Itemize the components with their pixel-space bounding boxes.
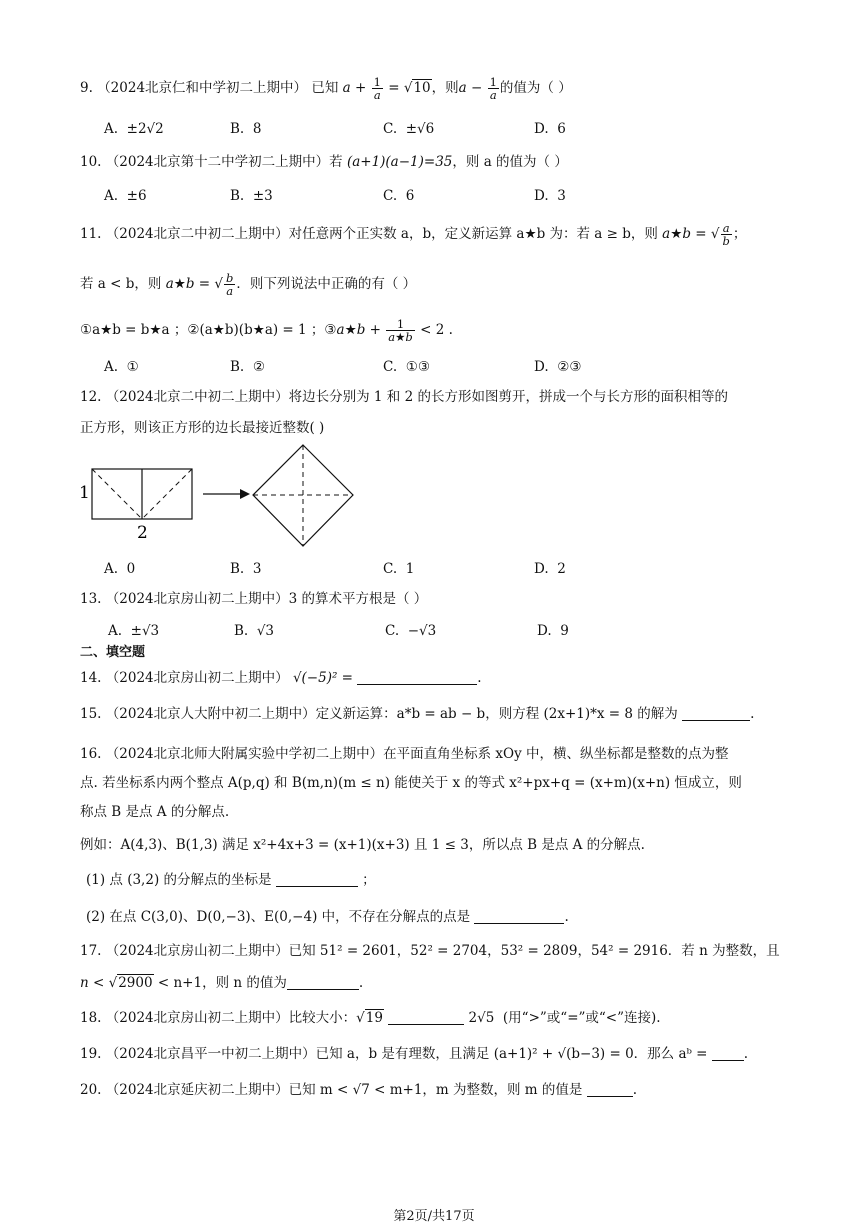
q9-option-c[interactable]: C. ±√6 xyxy=(383,121,435,137)
question-11-line2: 若 a < b，则 a★b = √ $\frac{b}{a}$ ．则下列说法中正确的有（ ） xyxy=(80,271,417,298)
question-15: 15. （2024北京人大附中初二上期中）定义新运算：a*b = ab − b，则方程 (2x+1)*x = 8 的解为 . xyxy=(80,706,755,722)
q12-option-c[interactable]: C. 1 xyxy=(383,561,415,577)
question-11-statements: ①a★b = b★a ；②(a★b)(b★a) = 1 ；③a★b + $\frac{1}{a★b}$ < 2 . xyxy=(80,317,453,344)
q12-option-a[interactable]: A. 0 xyxy=(104,561,136,577)
q11-option-a[interactable]: A. ① xyxy=(104,359,139,375)
q17-answer-blank[interactable] xyxy=(287,975,359,990)
question-10-stem: 10. （2024北京第十二中学初二上期中）若 (a+1)(a−1)=35，则 a 的值为（ ） xyxy=(80,154,568,170)
q16-sub1-answer-blank[interactable] xyxy=(276,872,358,887)
q10-expr: (a+1)(a−1)=35 xyxy=(346,154,453,170)
q18-answer-blank[interactable] xyxy=(388,1010,464,1025)
q10-option-a[interactable]: A. ±6 xyxy=(104,188,147,204)
question-17-line2: n < √2900 < n+1，则 n 的值为 . xyxy=(80,975,364,991)
question-12-stem: 12. （2024北京二中初二上期中）将边长分别为 1 和 2 的长方形如图剪开，拼成一个与长方形的面积相等的 xyxy=(80,389,728,405)
question-16-sub2: (2) 在点 C(3,0)、D(0,−3)、E(0,−4) 中，不存在分解点的点是 . xyxy=(86,909,569,925)
q9-frac-2: $\frac{1}{a}$ xyxy=(489,75,497,102)
question-12-line2: 正方形，则该正方形的边长最接近整数( ) xyxy=(80,420,325,436)
q11-option-c[interactable]: C. ①③ xyxy=(383,359,430,375)
side-label-2: 2 xyxy=(137,523,148,543)
q13-option-d[interactable]: D. 9 xyxy=(537,623,569,639)
q10-option-d[interactable]: D. 3 xyxy=(534,188,566,204)
q16-sub2-answer-blank[interactable] xyxy=(474,909,564,924)
question-11-stem: 11. （2024北京二中初二上期中）对任意两个正实数 a，b，定义新运算 a★b 为：若 a ≥ b，则 a★b = √ $\frac{a}{b}$ ； xyxy=(80,221,747,248)
q19-answer-blank[interactable] xyxy=(712,1046,744,1061)
question-16-stem: 16. （2024北京北师大附属实验中学初二上期中）在平面直角坐标系 xOy 中，横、纵坐标都是整数的点为整 xyxy=(80,746,729,762)
question-16-sub1: (1) 点 (3,2) 的分解点的坐标是 ； xyxy=(86,872,376,888)
q13-option-a[interactable]: A. ±√3 xyxy=(108,623,160,639)
q15-answer-blank[interactable] xyxy=(682,706,750,721)
q20-answer-blank[interactable] xyxy=(587,1082,633,1097)
q11-option-d[interactable]: D. ②③ xyxy=(534,359,582,375)
q9-number: 9. xyxy=(80,80,93,96)
question-17-stem: 17. （2024北京房山初二上期中）已知 51² = 2601，52² = 2704，53² = 2809，54² = 2916．若 n 为整数，且 xyxy=(80,943,780,959)
q9-source: （2024北京仁和中学初二上期中） xyxy=(97,80,308,96)
rectangle-dashed-left xyxy=(92,469,142,519)
question-14: 14. （2024北京房山初二上期中） √(−5)² = . xyxy=(80,670,482,686)
q9-mid: ，则 xyxy=(431,80,459,96)
q11-option-b[interactable]: B. ② xyxy=(230,359,265,375)
q9-pre: 已知 xyxy=(311,80,339,96)
question-9-stem: 9. （2024北京仁和中学初二上期中） 已知 a + $\frac{1}{a}$ = √10，则a − $\frac{1}{a}$ 的值为（ ） xyxy=(80,75,572,102)
side-label-1: 1 xyxy=(79,483,90,503)
question-16-example: 例如：A(4,3)、B(1,3) 满足 x²+4x+3 = (x+1)(x+3) 且 1 ≤ 3，所以点 B 是点 A 的分解点. xyxy=(80,837,645,853)
q10-option-c[interactable]: C. 6 xyxy=(383,188,415,204)
rectangle-dashed-right xyxy=(142,469,192,519)
q9-frac-1: $\frac{1}{a}$ xyxy=(373,75,381,102)
question-18: 18. （2024北京房山初二上期中）比较大小：√19 2√5 (用“>”或“=”或“<”连接). xyxy=(80,1010,661,1026)
question-19: 19. （2024北京昌平一中初二上期中）已知 a，b 是有理数，且满足 (a+1)² + √(b−3) = 0．那么 aᵇ = . xyxy=(80,1046,749,1062)
q9-option-d[interactable]: D. 6 xyxy=(534,121,566,137)
q10-option-b[interactable]: B. ±3 xyxy=(230,188,273,204)
question-16-line3: 称点 B 是点 A 的分解点. xyxy=(80,804,230,820)
q12-option-b[interactable]: B. 3 xyxy=(230,561,262,577)
section-heading-fill-in: 二、填空题 xyxy=(80,645,146,660)
q14-answer-blank[interactable] xyxy=(357,670,477,685)
arrow-head xyxy=(240,489,250,499)
q9-option-a[interactable]: A. ±2√2 xyxy=(104,121,164,137)
q13-option-c[interactable]: C. −√3 xyxy=(385,623,437,639)
page-footer: 第2页/共17页 xyxy=(393,1209,475,1224)
question-13-stem: 13. （2024北京房山初二上期中）3 的算术平方根是（ ） xyxy=(80,591,428,607)
q12-option-d[interactable]: D. 2 xyxy=(534,561,566,577)
q9-post: 的值为（ ） xyxy=(499,80,572,96)
q13-option-b[interactable]: B. √3 xyxy=(234,623,275,639)
question-16-line2: 点. 若坐标系内两个整点 A(p,q) 和 B(m,n)(m ≤ n) 能使关于 x 的等式 x²+px+q = (x+m)(x+n) 恒成立，则 xyxy=(80,775,742,791)
q12-figure xyxy=(76,442,366,554)
question-20: 20. （2024北京延庆初二上期中）已知 m < √7 < m+1，m 为整数，则 m 的值是 . xyxy=(80,1082,637,1098)
q9-option-b[interactable]: B. 8 xyxy=(230,121,262,137)
